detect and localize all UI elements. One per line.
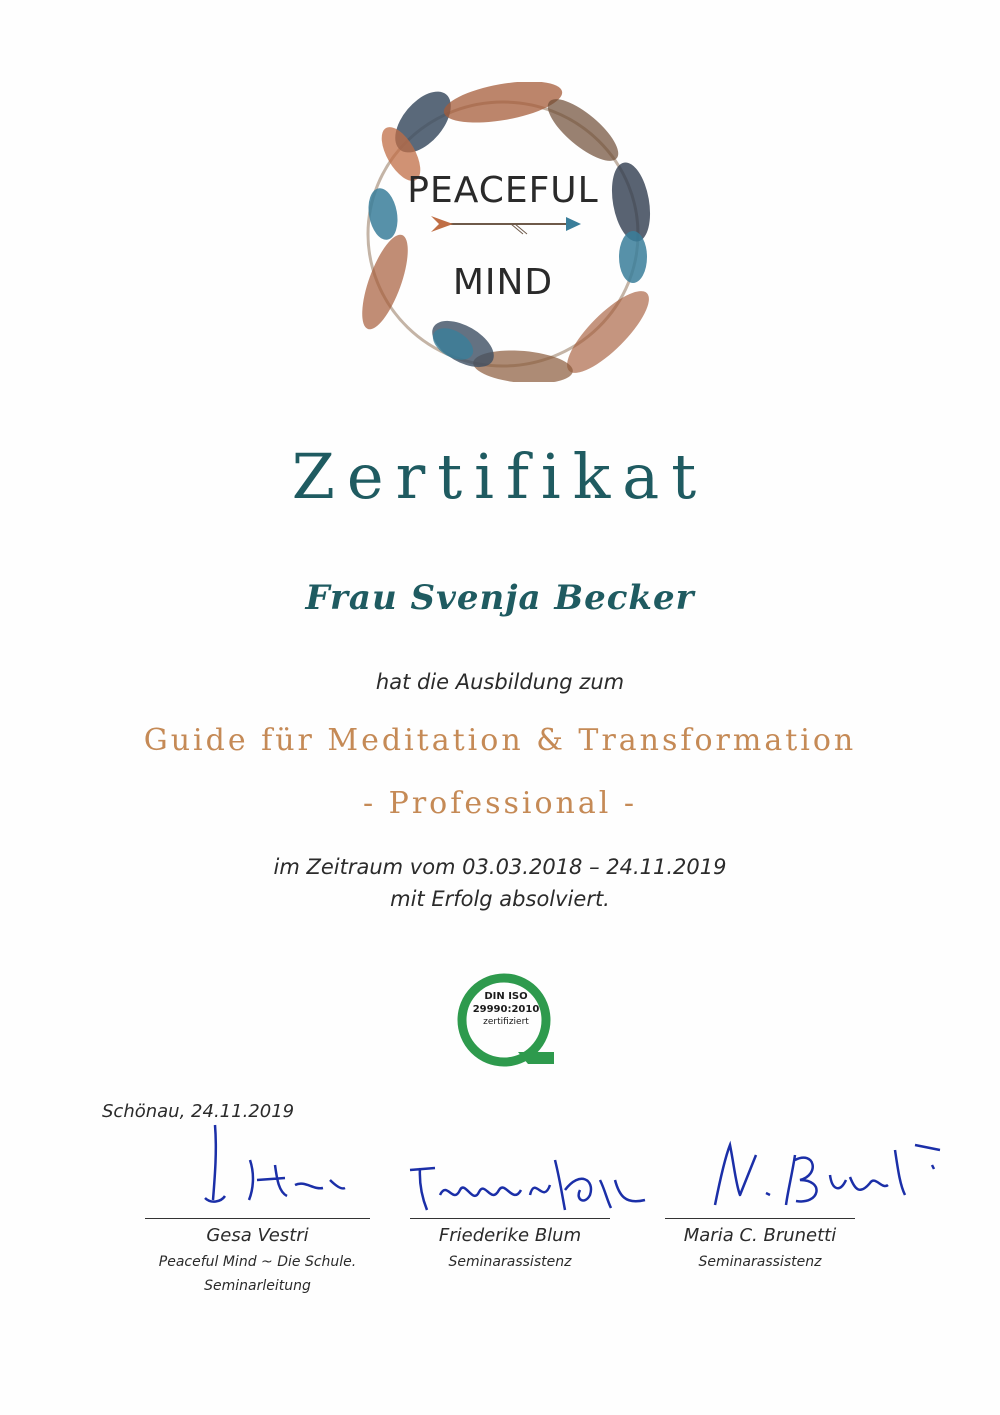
signature-line <box>665 1218 855 1219</box>
signatory-name: Maria C. Brunetti <box>683 1225 837 1246</box>
course-period: im Zeitraum vom 03.03.2018 – 24.11.2019 <box>273 855 727 879</box>
course-title: Guide für Meditation & Transformation <box>143 723 857 758</box>
arrow-icon <box>431 212 581 236</box>
seal-line-2: 29990:2010 <box>472 1004 540 1015</box>
signature-friederike-blum <box>405 1150 665 1220</box>
signatory-name: Gesa Vestri <box>206 1225 309 1246</box>
seal-line-1: DIN ISO <box>484 991 528 1002</box>
seal-line-3: zertifiziert <box>483 1017 529 1027</box>
signatory-role: Seminarassistenz <box>448 1254 572 1270</box>
signatory-name: Friederike Blum <box>438 1225 582 1246</box>
signature-line <box>410 1218 610 1219</box>
logo-line-2: MIND <box>452 262 554 303</box>
signature-line <box>145 1218 370 1219</box>
signature-maria-brunetti <box>700 1135 950 1215</box>
place-date: Schönau, 24.11.2019 <box>102 1101 295 1122</box>
din-iso-seal <box>452 972 562 1068</box>
signatory-1 <box>145 1218 370 1294</box>
recipient-name: Frau Svenja Becker <box>305 578 695 618</box>
signature-gesa-vestri <box>195 1120 375 1210</box>
intro-text: hat die Ausbildung zum <box>375 670 625 694</box>
signatory-2 <box>410 1218 610 1270</box>
certificate-title: Zertifikat <box>291 440 709 513</box>
peaceful-mind-logo <box>343 82 663 382</box>
signatory-role-2: Seminarleitung <box>204 1278 311 1294</box>
course-level: - Professional - <box>362 786 638 821</box>
signatory-role: Peaceful Mind ~ Die Schule. <box>158 1254 357 1270</box>
signatory-role: Seminarassistenz <box>698 1254 822 1270</box>
logo-line-1: PEACEFUL <box>407 170 599 211</box>
completion-text: mit Erfolg absolviert. <box>390 887 610 911</box>
signatory-3 <box>665 1218 855 1270</box>
